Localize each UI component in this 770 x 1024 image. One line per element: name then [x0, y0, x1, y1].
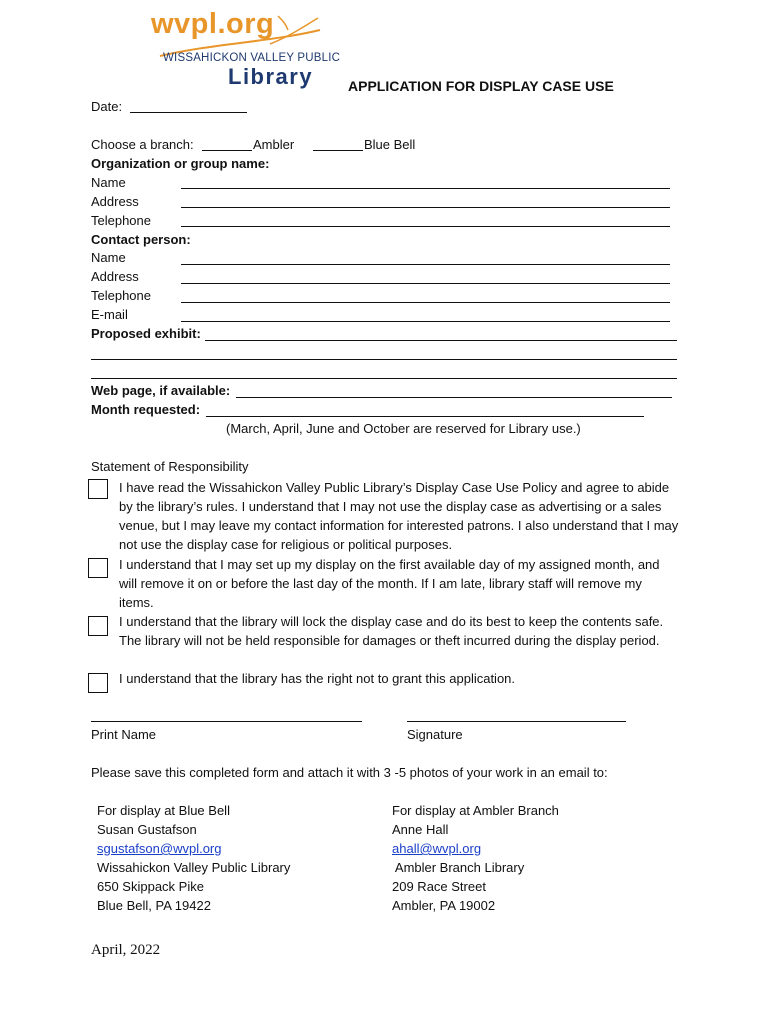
- contact-telephone-label: Telephone: [91, 288, 151, 303]
- ambler-email-link[interactable]: ahall@wvpl.org: [392, 841, 482, 856]
- statement-item-2: I understand that I may set up my display on the first available day of my assigned month, and will remove it on or before the last day of the month. If I am late, library staff will remove my items.: [119, 557, 660, 610]
- org-name-field[interactable]: [181, 188, 670, 189]
- statement-heading: Statement of Responsibility: [91, 459, 249, 474]
- form-title: APPLICATION FOR DISPLAY CASE USE: [348, 78, 614, 94]
- instructions-text: Please save this completed form and attach it with 3 -5 photos of your work in an email to:: [91, 765, 608, 780]
- bluebell-street: 650 Skippack Pike: [97, 879, 204, 894]
- statement-checkbox-2[interactable]: [88, 558, 108, 578]
- contact-email-field[interactable]: [181, 321, 670, 322]
- footer-date: April, 2022: [91, 942, 161, 958]
- ambler-name: Anne Hall: [392, 822, 449, 837]
- statement-checkbox-4[interactable]: [88, 673, 108, 693]
- contact-telephone-field[interactable]: [181, 302, 670, 303]
- signature-label: Signature: [407, 727, 463, 742]
- bluebell-org: Wissahickon Valley Public Library: [97, 860, 291, 875]
- branch-bluebell-blank[interactable]: [313, 150, 363, 151]
- date-label: Date:: [91, 99, 123, 114]
- statement-item-3: I understand that the library will lock the display case and do its best to keep the contents safe. The library will not be held responsible for damages or theft incurred during the display period.: [119, 614, 664, 648]
- org-telephone-label: Telephone: [91, 213, 151, 228]
- organization-heading: Organization or group name:: [91, 156, 270, 171]
- proposed-exhibit-field[interactable]: [205, 340, 677, 341]
- ambler-street: 209 Race Street: [392, 879, 486, 894]
- branch-bluebell-label: Blue Bell: [364, 137, 416, 152]
- statement-item-1: I have read the Wissahickon Valley Public Library’s Display Case Use Policy and agree to abide by the library’s rules. I understand that I may not use the display case as advertising or a sales venue, but I may leave my contact information for interested patrons. I also understand that I may not use the display case for religious or political purposes.: [119, 480, 679, 552]
- contact-email-label: E-mail: [91, 307, 128, 322]
- ambler-org: Ambler Branch Library: [392, 860, 525, 875]
- month-note: (March, April, June and October are reserved for Library use.): [226, 421, 581, 436]
- print-name-label: Print Name: [91, 727, 157, 742]
- proposed-exhibit-label: Proposed exhibit:: [91, 326, 201, 341]
- branch-ambler-blank[interactable]: [202, 150, 252, 151]
- web-page-field[interactable]: [236, 397, 672, 398]
- branch-ambler-label: Ambler: [253, 137, 295, 152]
- branch-label: Choose a branch:: [91, 137, 194, 152]
- bluebell-city: Blue Bell, PA 19422: [97, 898, 211, 913]
- contact-name-label: Name: [91, 250, 126, 265]
- logo-subtitle: WISSAHICKON VALLEY PUBLIC: [163, 52, 341, 64]
- date-field[interactable]: [130, 112, 247, 113]
- ambler-city: Ambler, PA 19002: [392, 898, 496, 913]
- contact-name-field[interactable]: [181, 264, 670, 265]
- contact-heading: Contact person:: [91, 232, 191, 247]
- proposed-exhibit-line-2[interactable]: [91, 359, 677, 360]
- ambler-heading: For display at Ambler Branch: [392, 803, 559, 818]
- contact-address-label: Address: [91, 269, 139, 284]
- logo-domain: wvpl.org: [151, 8, 275, 40]
- contact-address-field[interactable]: [181, 283, 670, 284]
- statement-checkbox-1[interactable]: [88, 479, 108, 499]
- org-name-label: Name: [91, 175, 126, 190]
- bluebell-email-link[interactable]: sgustafson@wvpl.org: [97, 841, 222, 856]
- statement-checkbox-3[interactable]: [88, 616, 108, 636]
- bluebell-name: Susan Gustafson: [97, 822, 197, 837]
- proposed-exhibit-line-3[interactable]: [91, 378, 677, 379]
- signature-field[interactable]: [407, 721, 626, 722]
- logo-library: Library: [228, 64, 314, 89]
- print-name-field[interactable]: [91, 721, 362, 722]
- month-requested-field[interactable]: [206, 416, 644, 417]
- bluebell-heading: For display at Blue Bell: [97, 803, 230, 818]
- month-requested-label: Month requested:: [91, 402, 201, 417]
- org-address-field[interactable]: [181, 207, 670, 208]
- org-telephone-field[interactable]: [181, 226, 670, 227]
- org-address-label: Address: [91, 194, 139, 209]
- web-page-label: Web page, if available:: [91, 383, 231, 398]
- statement-item-4: I understand that the library has the right not to grant this application.: [119, 671, 516, 686]
